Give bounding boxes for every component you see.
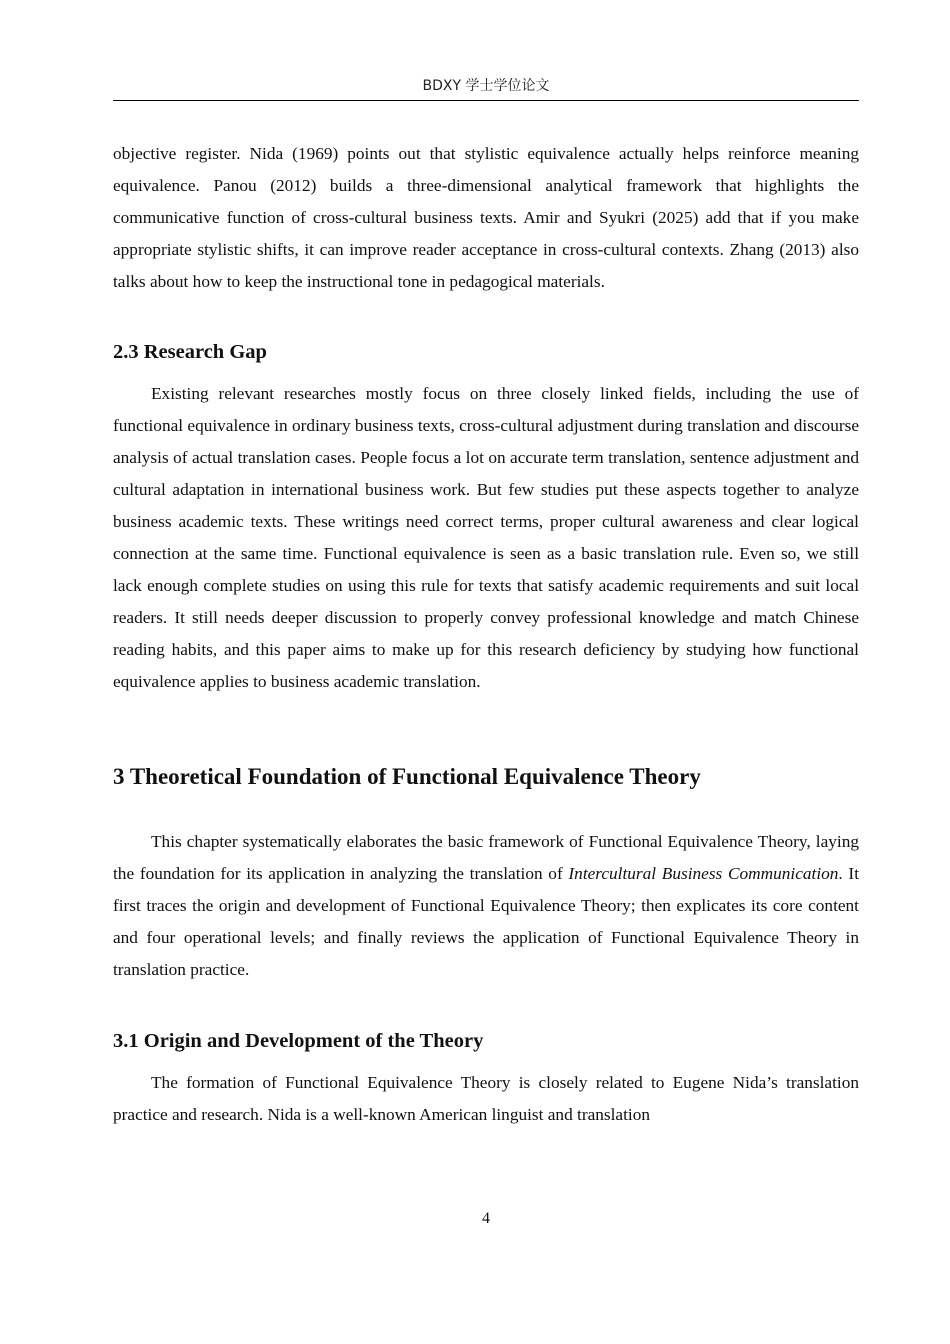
heading-research-gap: 2.3 Research Gap (113, 341, 267, 363)
spacer (113, 298, 859, 338)
spacer (113, 986, 859, 1027)
spacer (113, 1055, 859, 1067)
page-number: 4 (482, 1210, 490, 1227)
paragraph-chapter-intro (113, 826, 859, 986)
page-header: BDXY 学士学位论文 (422, 78, 550, 94)
book-title-italic: Intercultural Business Communication (568, 864, 839, 883)
spacer (113, 792, 859, 826)
paragraph-stylistic-equivalence: objective register. Nida (1969) points out that stylistic equivalence actually helps reinforce meaning equivalence. Panou (2012) builds a three-dimensional analytical framework that highlights the communicative function of cross-cultural business texts. Amir and Syukri (2025) add that if you make appropriate stylistic shifts, it can improve reader acceptance in cross-cultural contexts. Zhang (2013) also talks about how to keep the instructional tone in pedagogical materials. (113, 144, 859, 291)
spacer (113, 698, 859, 762)
heading-chapter-3: 3 Theoretical Foundation of Functional Equivalence Theory (113, 764, 701, 789)
paragraph-research-gap: Existing relevant researches mostly focus on three closely linked fields, including the use of functional equivalence in ordinary business texts, cross-cultural adjustment during translation and discourse analysis of actual translation cases. People focus a lot on accurate term translation, sentence adjustment and cultural adaptation in international business work. But few studies put these aspects together to analyze business academic texts. These writings need correct terms, proper cultural awareness and clear logical connection at the same time. Functional equivalence is seen as a basic translation rule. Even so, we still lack enough complete studies on using this rule for texts that satisfy academic requirements and suit local readers. It still needs deeper discussion to properly convey professional knowledge and match Chinese reading habits, and this paper aims to make up for this research deficiency by studying how functional equivalence applies to business academic translation. (113, 384, 859, 691)
header-rule (113, 100, 859, 101)
paragraph-origin: The formation of Functional Equivalence Theory is closely related to Eugene Nida’s translation practice and research. Nida is a well-known American linguist and translation (113, 1073, 859, 1124)
document-body (113, 138, 859, 1131)
heading-origin-development: 3.1 Origin and Development of the Theory (113, 1030, 484, 1052)
chapter-intro-text-a: This chapter systematically elaborates the basic framework of Functional Equivalence Theory, laying the foundation for its application in analyzing the translation of (113, 832, 859, 883)
spacer (113, 366, 859, 378)
chapter-intro-text-b: . It first traces the origin and development of Functional Equivalence Theory; then explicates its core content and four operational levels; and finally reviews the application of Functional Equivalence Theory in translation practice. (113, 864, 859, 979)
